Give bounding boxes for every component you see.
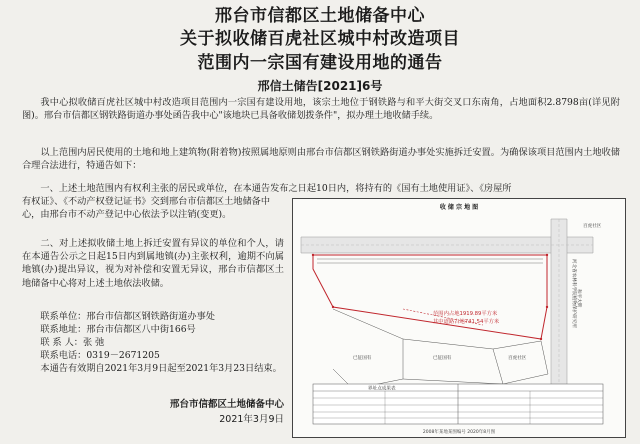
label-parcel-1: 已征国有 bbox=[353, 356, 372, 361]
contact-unit: 联系单位：邢台市信都区钢铁路街道办事处 bbox=[40, 311, 215, 322]
item2-objection: 二、对上述拟收储土地上拆迁安置有异议的单位和个人，请在本通告公示之日起15日内到属地镇(办)主张权利，逾期不向属地镇(办)提出异议，视为对补偿和安置无异议，邢台市信都区土地储备中心将对上述土地依法收储。 bbox=[22, 238, 284, 289]
label-southeast: 百虎社区 bbox=[508, 356, 527, 361]
signature-date: 2021年3月9日 bbox=[219, 414, 284, 425]
plot-boundary bbox=[313, 255, 547, 339]
contact-address: 联系地址：邢台市信都区八中街166号 bbox=[40, 324, 196, 335]
contact-phone: 联系电话：0319－2671205 bbox=[40, 350, 160, 361]
label-parcel-2: 已征国有 bbox=[433, 356, 452, 361]
label-northeast: 百虎社区 bbox=[583, 224, 602, 229]
area-note-line1: 范围内占地1919.89平方米 bbox=[433, 311, 498, 317]
west-unit-label: 河北省农林科学院植物保护研究所 bbox=[571, 259, 576, 328]
contact-person: 联 系 人：张 弛 bbox=[40, 337, 105, 348]
document-number: 邢信土储告[2021]6号 bbox=[257, 79, 383, 93]
validity-period: 本通告有效期自2021年3月9日起至2021年3月23日结束。 bbox=[40, 363, 282, 374]
paragraph-land-info: 我中心拟收储百虎社区城中村改造项目范围内一宗国有建设用地，该宗土地位于钢铁路与和平大街交叉口东南角，占地面积2.8798亩(详见附图)。邢台市信都区钢铁路街道办事处函告我中心"该地块已具备收储划拨条件"，拟办理土地收储手续。 bbox=[22, 97, 620, 122]
map-drawing bbox=[293, 199, 625, 437]
signature-org: 邢台市信都区土地储备中心 bbox=[169, 399, 284, 410]
item1-first-line: 一、上述土地范围内有权利主张的居民或单位，在本通告发布之日起10日内，将持有的《国有土地使用证》、《房屋所 bbox=[40, 183, 512, 194]
land-plot-map bbox=[292, 198, 626, 438]
notice-title-line2: 关于拟收储百虎社区城中村改造项目 bbox=[180, 29, 460, 49]
map-title: 收 储 宗 地 图 bbox=[439, 204, 479, 211]
coordinate-table bbox=[313, 384, 603, 424]
area-note-line2: 其中道路占地741.54平方米 bbox=[433, 319, 500, 325]
item1-continuation: 有权证》、《不动产权登记证书》交到邢台市信都区土地储备中心，由邢台市不动产登记中心依法予以注销(变更)。 bbox=[22, 196, 271, 221]
notice-title-line1: 邢台市信都区土地储备中心 bbox=[215, 6, 425, 26]
notice-title-line3: 范围内一宗国有建设用地的通告 bbox=[197, 53, 443, 73]
map-caption: 2008年某地某图编号 2020年8月图 bbox=[422, 430, 496, 435]
road-east-label: 和平大街 bbox=[576, 289, 581, 308]
paragraph-relocation: 以上范围内居民使用的土地和地上建筑物(附着物)按照属地原则由邢台市信都区钢铁路街道办事处实施拆迁安置。为确保该项目范围内土地收储合理合法进行，特通告如下： bbox=[22, 147, 620, 172]
coordinate-table-title: 界址点成果表 bbox=[368, 386, 396, 392]
